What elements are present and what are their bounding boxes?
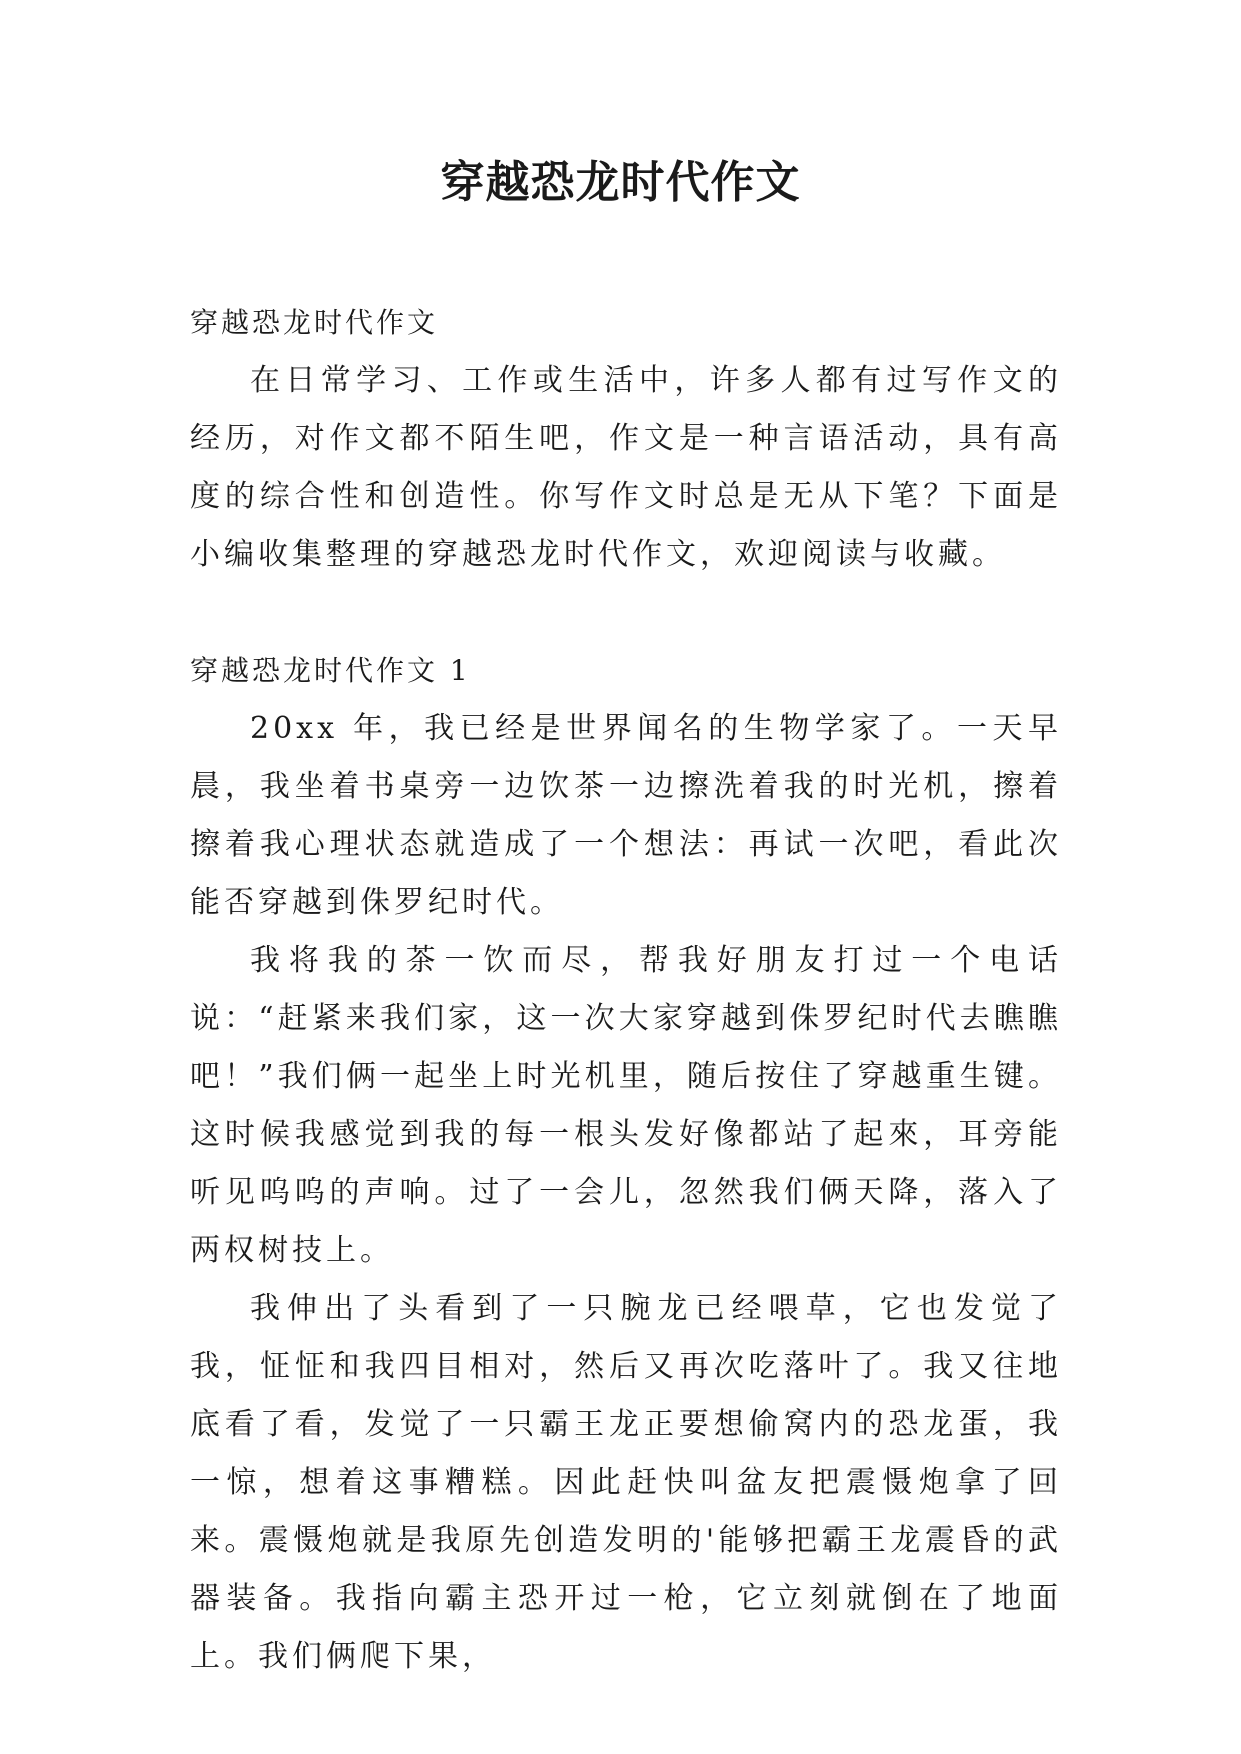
body-paragraph: 我将我的茶一饮而尽，帮我好朋友打过一个电话说：“赶紧来我们家，这一次大家穿越到侏罗纪时代去瞧瞧吧！”我们俩一起坐上时光机里，随后按住了穿越重生键。这时候我感觉到我的每一根头发好像都站了起來，耳旁能听见呜呜的声响。过了一会儿，忽然我们俩天降，落入了两权树技上。 — [190, 943, 1062, 1268]
document-body — [190, 294, 1062, 1686]
intro-paragraph: 在日常学习、工作或生活中，许多人都有过写作文的经历，对作文都不陌生吧，作文是一种言语活动，具有高度的综合性和创造性。你写作文时总是无从下笔？下面是小编收集整理的穿越恐龙时代作文，欢迎阅读与收藏。 — [190, 363, 1062, 572]
document-title: 穿越恐龙时代作文 — [440, 157, 801, 208]
intro-heading: 穿越恐龙时代作文 — [190, 306, 439, 339]
section-heading: 穿越恐龙时代作文 1 — [190, 654, 471, 687]
body-paragraph: 20xx 年，我已经是世界闻名的生物学家了。一天早晨，我坐着书桌旁一边饮茶一边擦洗着我的时光机，擦着擦着我心理状态就造成了一个想法：再试一次吧，看此次能否穿越到侏罗纪时代。 — [190, 711, 1062, 920]
section-spacer — [190, 584, 1062, 642]
body-paragraph: 我伸出了头看到了一只腕龙已经喂草，它也发觉了我，怔怔和我四目相对，然后又再次吃落叶了。我又往地底看了看，发觉了一只霸王龙正要想偷窝内的恐龙蛋，我一惊，想着这事糟糕。因此赶快叫盆友把震慑炮拿了回来。震慑炮就是我原先创造发明的'能够把霸王龙震昏的武器装备。我指向霸主恐开过一枪，它立刻就倒在了地面上。我们俩爬下果， — [190, 1291, 1062, 1674]
